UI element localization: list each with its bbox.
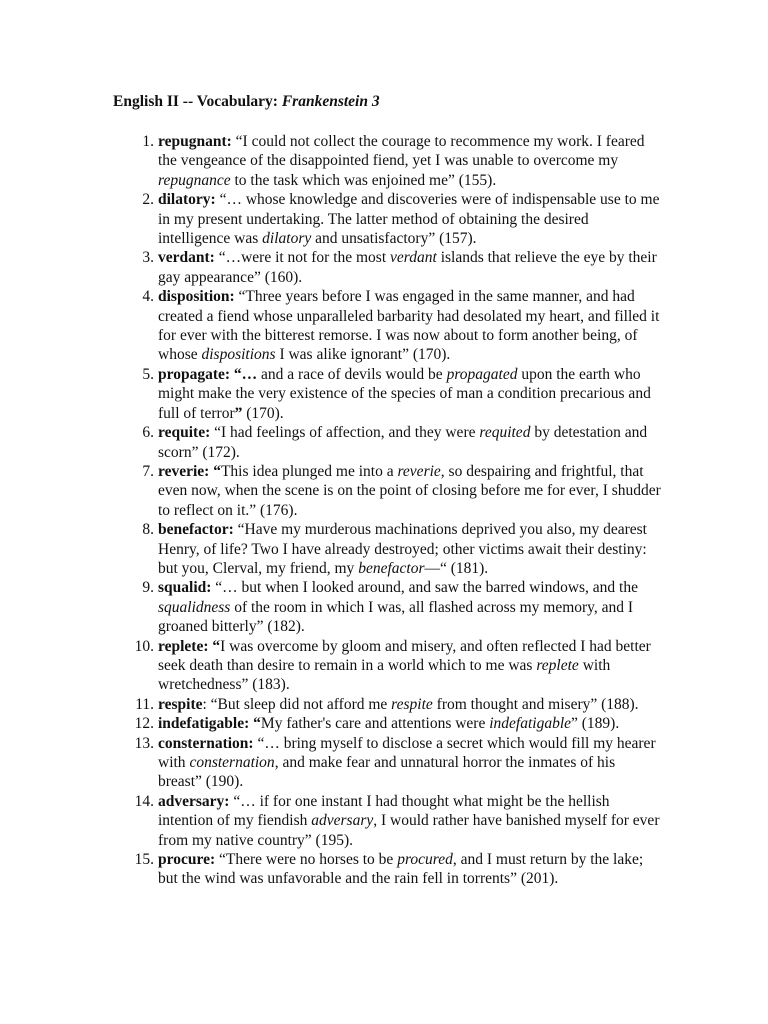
vocab-word: propagate: “… [158, 365, 258, 383]
item-number: 4. [142, 288, 154, 306]
item-number: 2. [142, 191, 154, 209]
vocabulary-list [113, 132, 661, 889]
vocab-word: consternation: [158, 734, 254, 752]
vocab-item [113, 132, 661, 190]
item-number: 5. [142, 365, 154, 383]
quote-italic-word: propagated [446, 365, 518, 383]
quote-text: “I could not collect the courage to recommence my work. I feared the vengeance of the disappointed fiend, yet I was unable to overcome my [158, 133, 645, 170]
vocab-word: reverie: “ [158, 462, 221, 480]
item-number: 12. [134, 715, 154, 733]
quote-text: “… if for one instant I had thought what might be the hellish intention of my fiendish [158, 792, 610, 830]
quote-text: , and make fear and unnatural horror the inmates of his breast” (190). [158, 754, 616, 791]
vocab-item [113, 637, 661, 695]
quote-italic-word: requited [479, 424, 531, 442]
vocab-word: requite: [158, 424, 211, 442]
item-number: 8. [142, 521, 154, 539]
vocab-item [113, 520, 661, 578]
quote-text: and unsatisfactory” (157). [311, 230, 477, 248]
quote-text: I was alike ignorant” (170). [275, 346, 451, 364]
quote-text: “I had feelings of affection, and they were [210, 424, 480, 442]
vocab-word: dilatory: [158, 191, 216, 209]
quote-italic-word: dispositions [201, 346, 276, 364]
item-number: 9. [142, 579, 154, 597]
item-number: 3. [142, 249, 154, 267]
quote-text: ” (189). [571, 715, 620, 733]
quote-text: to the task which was enjoined me” (155). [230, 171, 497, 189]
item-number: 11. [135, 695, 154, 713]
quote-italic-word: verdant [390, 249, 437, 267]
quote-text: I was overcome by gloom and misery, and often reflected I had better seek death than desire to remain in a world which to me was [158, 637, 651, 674]
vocab-word: indefatigable: “ [158, 715, 261, 733]
vocab-item [113, 287, 661, 365]
quote-text: , and I must return by the lake; but the wind was unfavorable and the rain fell in torrents” (201). [158, 851, 644, 888]
vocab-word: adversary: [158, 792, 230, 810]
quote-italic-word: indefatigable [489, 715, 572, 733]
item-number: 14. [134, 792, 154, 810]
vocab-item [113, 578, 661, 636]
quote-text: and a race of devils would be [257, 365, 447, 383]
vocab-item [113, 190, 661, 248]
item-number: 10. [134, 637, 154, 655]
quote-text: , so despairing and frightful, that even now, when the scene is on the point of closing before me for ever, I shudder to reflect on it.” (176). [158, 462, 661, 519]
quote-text: upon the earth who might make the very existence of the species of man a condition precarious and full of terror [158, 365, 651, 422]
quote-text: My father's care and attentions were [260, 715, 490, 733]
quote-text: “… but when I looked around, and saw the barred windows, and the [211, 579, 638, 597]
vocab-item [113, 462, 661, 520]
vocab-word: repugnant: [158, 133, 232, 150]
item-number: 7. [142, 462, 154, 480]
item-number: 1. [142, 133, 154, 150]
quote-text: from thought and misery” (188). [432, 695, 639, 713]
quote-text: islands that relieve the eye by their gay appearance” (160). [158, 249, 657, 286]
title-work: Frankenstein 3 [281, 93, 380, 110]
quote-italic-word: consternation [189, 754, 275, 771]
quote-text: “…were it not for the most [214, 249, 391, 267]
quote-text: “… whose knowledge and discoveries were of indispensable use to me in my present undertaking. The latter method of obtaining the desired intelligence was [158, 191, 660, 248]
quote-text: (170). [242, 404, 284, 422]
quote-text: —“ (181). [424, 559, 489, 577]
quote-italic-word: procured [397, 851, 453, 869]
quote-italic-word: repugnance [158, 171, 231, 189]
vocab-item [113, 734, 661, 792]
quote-bold-mark: ” [234, 404, 243, 422]
vocab-item [113, 850, 661, 889]
vocab-item [113, 248, 661, 287]
title-prefix: English II -- Vocabulary: [113, 93, 282, 110]
item-number: 6. [142, 424, 154, 442]
quote-text: of the room in which I was, all flashed across my memory, and I groaned bitterly” (182). [158, 598, 634, 636]
quote-italic-word: squalidness [158, 598, 231, 616]
quote-italic-word: respite [391, 695, 433, 713]
vocab-item [113, 695, 661, 714]
page-title [113, 92, 380, 112]
quote-text: with wretchedness” (183). [158, 656, 611, 694]
vocab-word: respite [158, 695, 203, 713]
vocab-word: squalid: [158, 579, 212, 597]
vocab-word: replete: “ [158, 637, 221, 655]
quote-text: “… bring myself to disclose a secret which would fill my hearer with [158, 734, 656, 771]
vocab-word: verdant: [158, 249, 215, 267]
quote-text: This idea plunged me into a [220, 462, 398, 480]
item-number: 15. [134, 851, 154, 869]
quote-text: “There were no horses to be [215, 851, 398, 869]
quote-text: by detestation and scorn” (172). [158, 424, 648, 461]
vocab-item [113, 792, 661, 850]
quote-italic-word: adversary [311, 812, 374, 830]
quote-italic-word: dilatory [262, 230, 312, 248]
vocab-word: benefactor: [158, 521, 234, 539]
quote-text: “Have my murderous machinations deprived you also, my dearest Henry, of life? Two I have already destroyed; other victims await their destiny: but you, Clerval, my friend, my [158, 521, 647, 577]
quote-text: “Three years before I was engaged in the same manner, and had created a fiend whose unparalleled barbarity had desolated my heart, and filled it for ever with the bitterest remorse. I was now about to form another being, of whose [158, 288, 660, 364]
vocab-item [113, 365, 661, 423]
vocab-word: disposition: [158, 288, 235, 306]
vocab-word: procure: [158, 851, 216, 869]
quote-italic-word: benefactor [358, 559, 425, 577]
vocab-item [113, 423, 661, 462]
quote-italic-word: replete [536, 656, 579, 674]
quote-italic-word: reverie [397, 462, 441, 480]
quote-text: , I would rather have banished myself for ever from my native country” (195). [158, 812, 660, 849]
vocab-item [113, 714, 661, 733]
quote-text: : “But sleep did not afford me [202, 695, 392, 713]
item-number: 13. [134, 734, 154, 752]
